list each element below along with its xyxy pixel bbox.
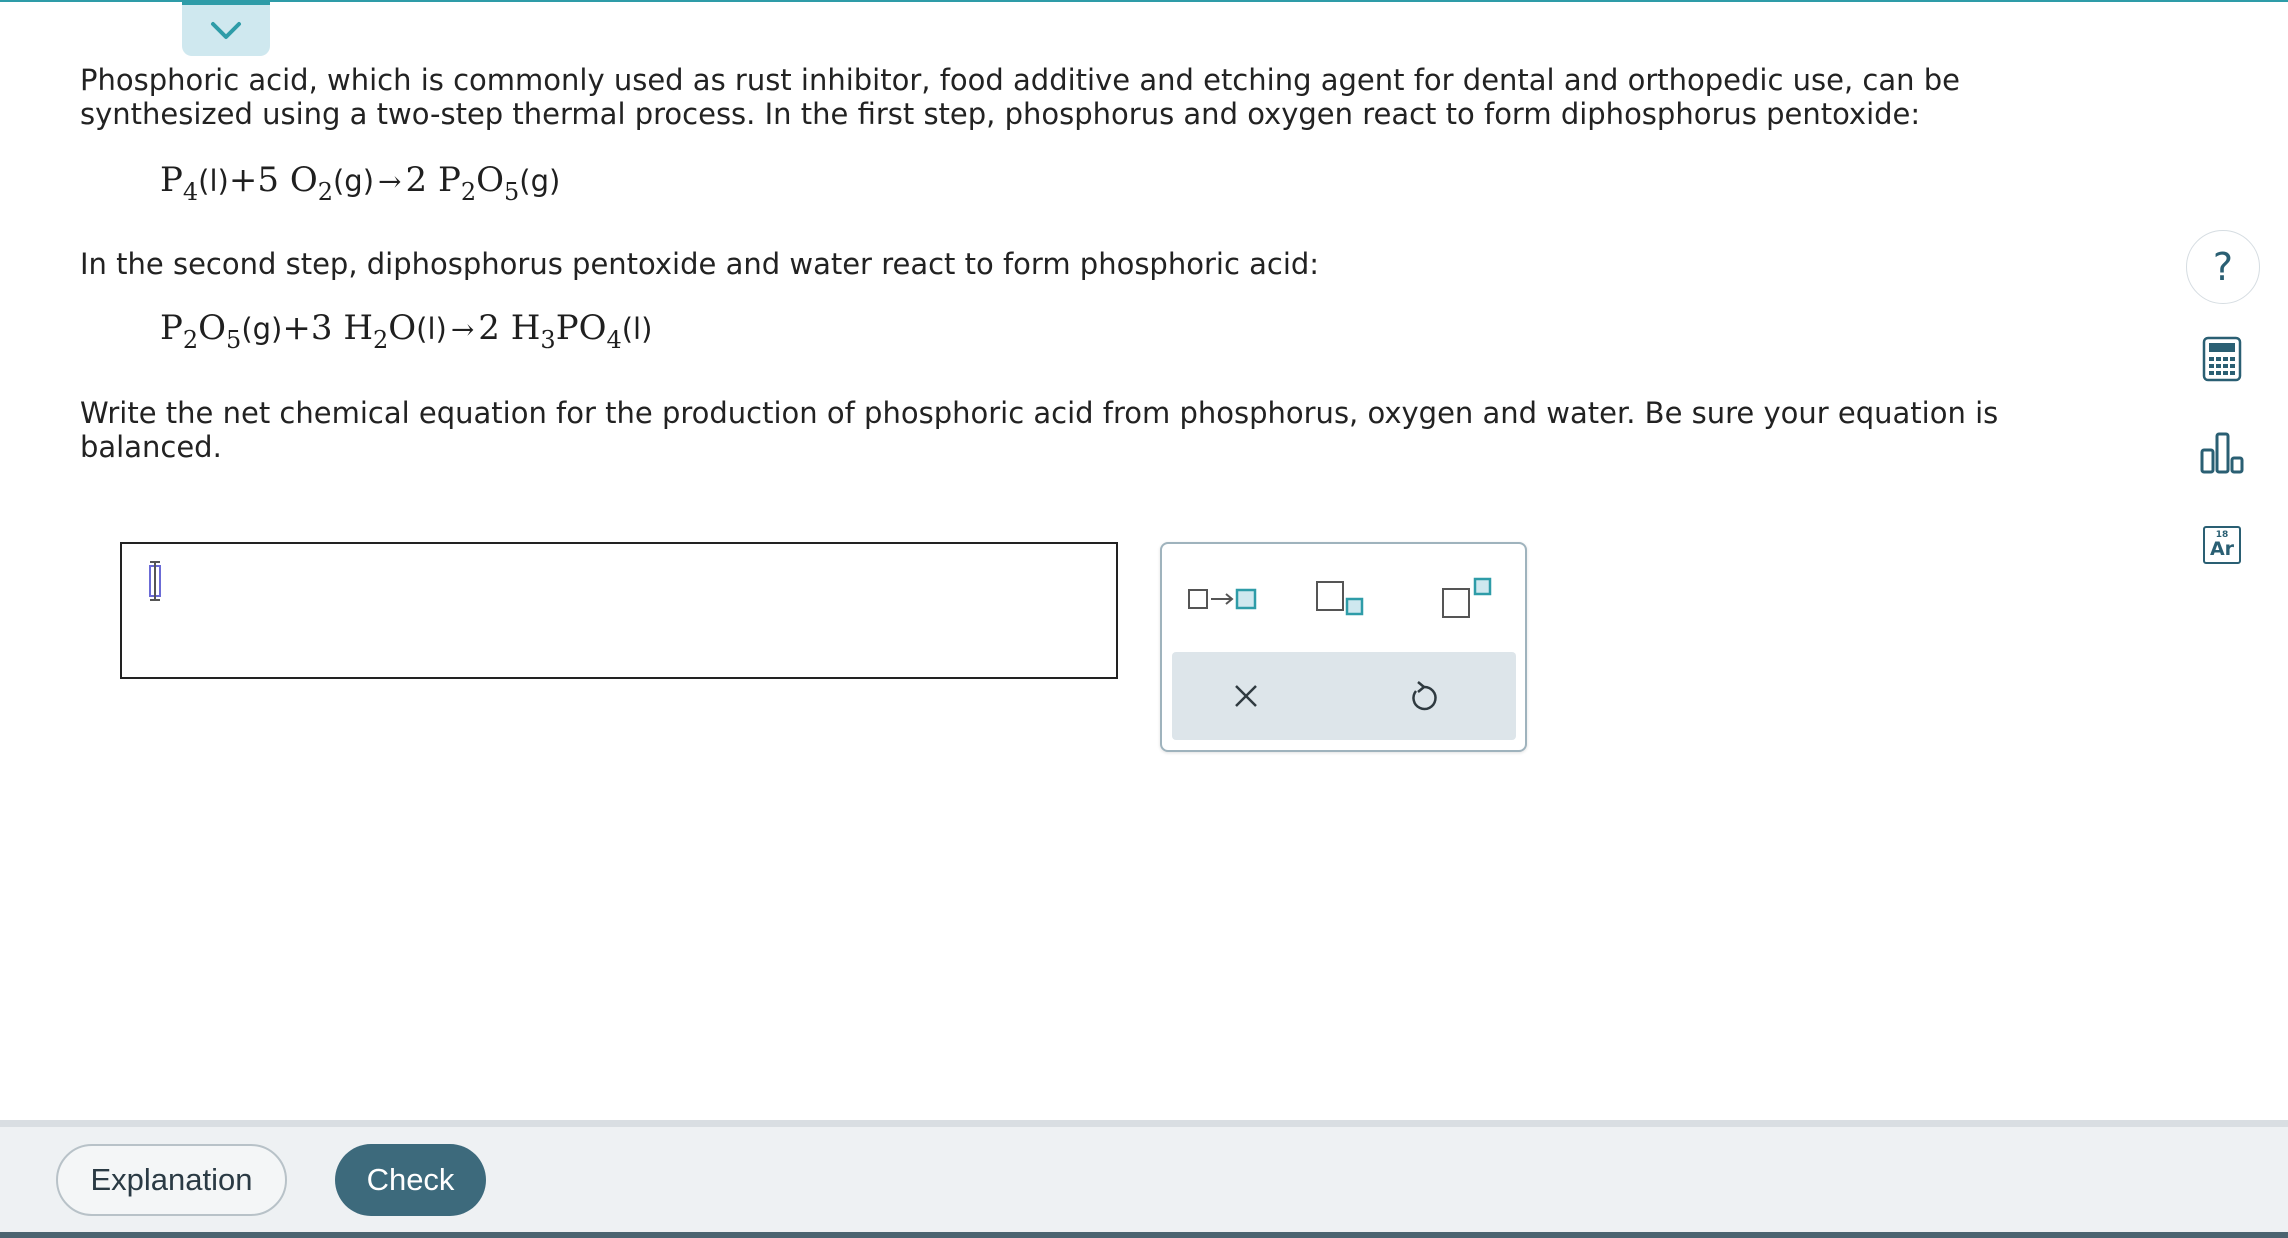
equation-palette	[1160, 542, 1527, 752]
reaction-arrow-icon	[1187, 584, 1261, 614]
question-intro: Phosphoric acid, which is commonly used as rust inhibitor, food additive and etching agent for dental and orthopedic use, can be synthesized using a two-step thermal process. In the first step, phosphorus and oxygen react to form diphosphorus pentoxide:	[80, 63, 1960, 131]
bar-chart-icon	[2199, 430, 2245, 474]
check-button[interactable]: Check	[335, 1144, 486, 1216]
periodic-table-button[interactable]	[2186, 509, 2258, 581]
palette-actions	[1172, 652, 1516, 740]
chevron-down-icon	[209, 20, 243, 42]
superscript-icon	[1440, 577, 1496, 621]
undo-icon	[1408, 679, 1440, 713]
clear-button[interactable]	[1196, 652, 1296, 740]
calculator-button[interactable]	[2186, 323, 2258, 395]
answer-input[interactable]	[120, 542, 1118, 679]
undo-button[interactable]	[1374, 652, 1474, 740]
question-prompt: Write the net chemical equation for the production of phosphoric acid from phosphorus, oxygen and water. Be sure your equation is balanced.	[80, 396, 1999, 464]
subscript-icon	[1314, 579, 1370, 619]
collapse-toggle-button[interactable]	[182, 0, 270, 56]
equation-step-1: $P_4(l)+5$ $O_2(g) \to 2$ $P_2O_5(g)$	[160, 160, 561, 206]
question-step-2: In the second step, diphosphorus pentoxide and water react to form phosphoric acid:	[80, 247, 1320, 281]
explanation-button[interactable]: Explanation	[56, 1144, 287, 1216]
subscript-button[interactable]	[1312, 574, 1372, 624]
clear-icon	[1232, 682, 1260, 710]
periodic-table-icon: 18 Ar	[2203, 526, 2241, 564]
equation-step-2: $P_2O_5(g)+3$ $H_2O(l) \to 2$ $H_3PO_4(l)$	[160, 308, 653, 354]
reaction-arrow-button[interactable]	[1186, 574, 1262, 624]
help-icon: ?	[2212, 245, 2234, 289]
top-accent-rule	[0, 0, 2288, 2]
footer-bottom-rule	[0, 1232, 2288, 1238]
text-cursor-icon	[142, 560, 168, 602]
superscript-button[interactable]	[1438, 574, 1498, 624]
calculator-icon	[2202, 336, 2242, 382]
data-button[interactable]	[2186, 416, 2258, 488]
help-button[interactable]	[2186, 230, 2260, 304]
